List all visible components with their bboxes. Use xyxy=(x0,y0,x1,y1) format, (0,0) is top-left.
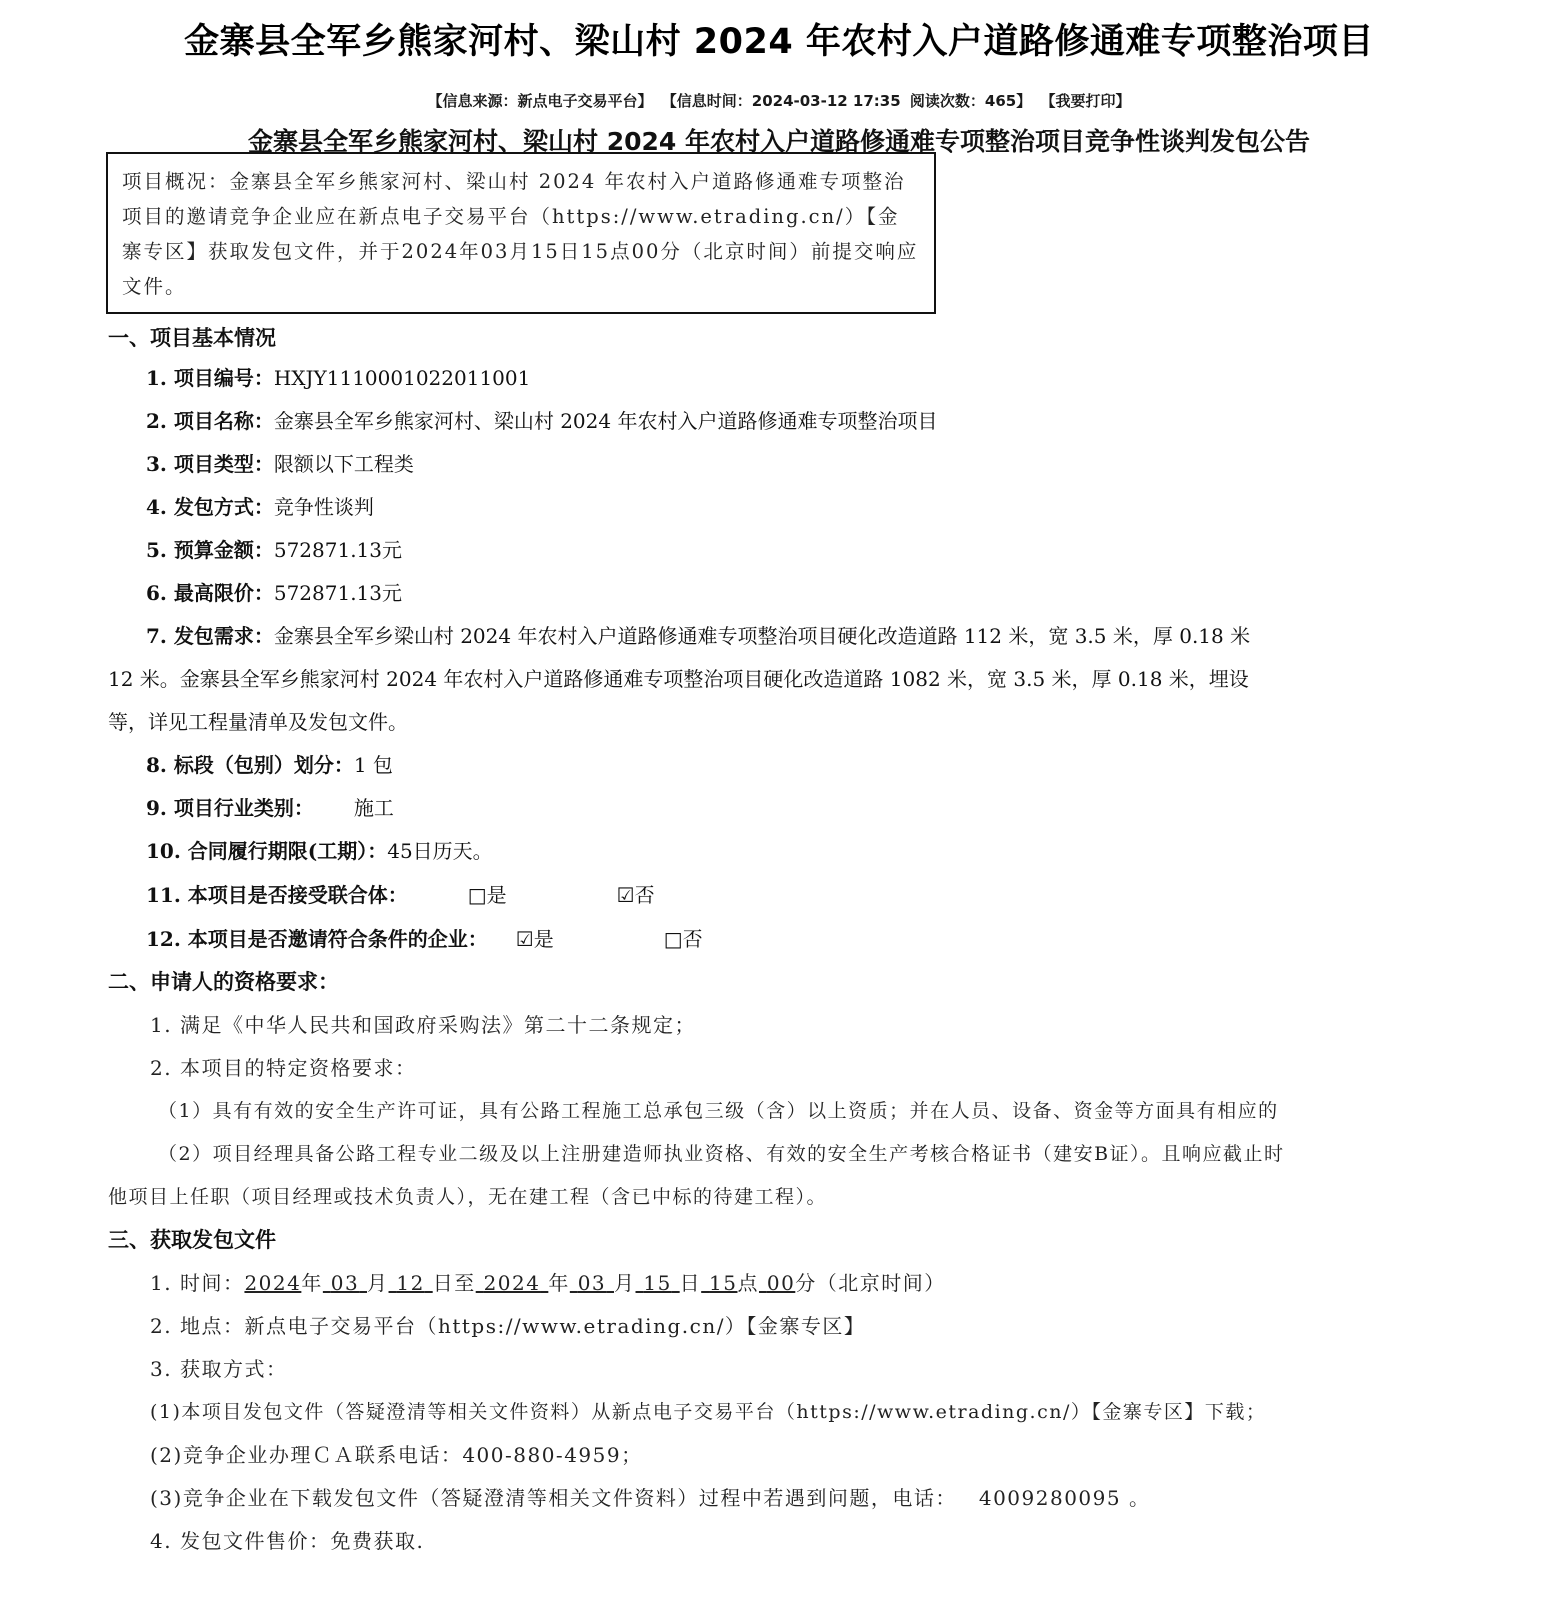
obtain-method-end: 。 xyxy=(1128,1486,1151,1510)
item-value: 施工 xyxy=(353,796,394,820)
qualification-line: 2. 本项目的特定资格要求： xyxy=(150,1056,417,1080)
page-title: 金寨县全军乡熊家河村、梁山村 2024 年农村入户道路修通难专项整治项目 xyxy=(184,22,1374,62)
end-month-value: 03 xyxy=(577,1271,607,1295)
obtain-time-label: 1. 时间： xyxy=(150,1271,245,1295)
unit-day: 日 xyxy=(679,1271,702,1295)
list-item xyxy=(146,751,393,779)
consortium-yes-checkbox: □是 xyxy=(467,883,507,907)
item-value: 金寨县全军乡梁山村 2024 年农村入户道路修通难专项整治项目硬化改造道路 112 米，宽 3.5 米，厚 0.18 米 xyxy=(273,624,1251,648)
list-item xyxy=(146,493,374,521)
obtain-method-label: 3. 获取方式： xyxy=(150,1357,288,1381)
unit-month: 月 xyxy=(367,1271,389,1295)
list-item-demand xyxy=(146,622,1250,650)
info-reads: 阅读次数：465】 xyxy=(909,92,1032,110)
list-item xyxy=(146,450,414,478)
item-label: 2. 项目名称： xyxy=(146,409,274,433)
item-value: 572871.13元 xyxy=(273,538,402,562)
doc-price-line: 4. 发包文件售价：免费获取. xyxy=(150,1529,425,1553)
notice-subtitle: 金寨县全军乡熊家河村、梁山村 2024 年农村入户道路修通难专项整治项目竞争性谈判发包公告 xyxy=(248,127,1310,156)
qualification-line: （1）具有有效的安全生产许可证，具有公路工程施工总承包三级（含）以上资质；并在人员、设备、资金等方面具有相应的 xyxy=(158,1100,1279,1122)
section-heading-obtain-docs: 三、获取发包文件 xyxy=(108,1228,276,1252)
item-label: 9. 项目行业类别： xyxy=(146,796,314,820)
end-month xyxy=(570,1271,614,1295)
demand-continuation-line: 等，详见工程量清单及发包文件。 xyxy=(108,710,408,734)
end-day-value: 15 xyxy=(643,1271,672,1295)
obtain-method-line xyxy=(150,1484,1150,1512)
list-item xyxy=(146,364,530,392)
qualification-line: 1. 满足《中华人民共和国政府采购法》第二十二条规定； xyxy=(150,1013,696,1037)
consortium-no-checkbox: ☑否 xyxy=(616,883,655,907)
demand-continuation-line: 12 米。金寨县全军乡熊家河村 2024 年农村入户道路修通难专项整治项目硬化改造道路 1082 米，宽 3.5 米，厚 0.18 米，埋设 xyxy=(108,667,1249,691)
item-label: 8. 标段（包别）划分： xyxy=(146,753,354,777)
end-day xyxy=(636,1271,680,1295)
start-day-value: 12 xyxy=(396,1271,425,1295)
obtain-place-line: 2. 地点：新点电子交易平台（https://www.etrading.cn/）【金寨专区】 xyxy=(150,1314,866,1338)
list-item-invite xyxy=(146,925,703,953)
obtain-method-line: (2)竞争企业办理ＣＡ联系电话：400-880-4959； xyxy=(150,1443,643,1467)
section-heading-qualification: 二、申请人的资格要求： xyxy=(108,970,339,994)
info-source: 【信息来源：新点电子交易平台】 xyxy=(427,92,653,110)
item-value: 金寨县全军乡熊家河村、梁山村 2024 年农村入户道路修通难专项整治项目 xyxy=(273,409,938,433)
list-item xyxy=(146,536,402,564)
info-meta-bar xyxy=(0,90,1558,111)
support-phone: 4009280095 xyxy=(978,1486,1122,1510)
obtain-method-line: (1)本项目发包文件（答疑澄清等相关文件资料）从新点电子交易平台（https://www.etrading.cn/）【金寨专区】下载； xyxy=(150,1401,1267,1423)
list-item xyxy=(146,579,402,607)
obtain-time-line xyxy=(150,1269,946,1297)
unit-year: 年 xyxy=(301,1271,323,1295)
end-year-value: 2024 xyxy=(483,1271,541,1295)
end-minute-value: 00 xyxy=(766,1271,796,1295)
unit-minute-tz: 分（北京时间） xyxy=(795,1271,946,1295)
end-hour xyxy=(701,1271,737,1295)
start-month-value: 03 xyxy=(330,1271,360,1295)
item-label: 6. 最高限价： xyxy=(146,581,274,605)
list-item xyxy=(146,407,937,435)
item-label: 1. 项目编号： xyxy=(146,366,274,390)
start-year: 2024 xyxy=(244,1271,302,1295)
qualification-line: （2）项目经理具备公路工程专业二级及以上注册建造师执业资格、有效的安全生产考核合格证书（建安B证）。且响应截止时 xyxy=(158,1143,1285,1165)
print-link[interactable]: 【我要打印】 xyxy=(1040,92,1131,110)
item-label: 11. 本项目是否接受联合体： xyxy=(146,883,408,907)
list-item-consortium xyxy=(146,881,655,909)
obtain-method-text: (3)竞争企业在下载发包文件（答疑澄清等相关文件资料）过程中若遇到问题，电话： xyxy=(150,1486,957,1510)
item-label: 12. 本项目是否邀请符合条件的企业： xyxy=(146,927,488,951)
item-label: 3. 项目类型： xyxy=(146,452,274,476)
list-item xyxy=(146,837,493,865)
item-label: 10. 合同履行期限(工期）： xyxy=(146,839,388,863)
item-label: 4. 发包方式： xyxy=(146,495,274,519)
unit-day-to: 日至 xyxy=(432,1271,476,1295)
end-minute xyxy=(759,1271,795,1295)
info-time: 【信息时间：2024-03-12 17:35 xyxy=(661,92,901,110)
item-value: 45日历天。 xyxy=(387,839,493,863)
section-heading-basic-info: 一、项目基本情况 xyxy=(108,326,276,350)
unit-hour: 点 xyxy=(737,1271,759,1295)
item-value: 竞争性谈判 xyxy=(273,495,374,519)
end-year xyxy=(476,1271,549,1295)
start-day xyxy=(389,1271,433,1295)
item-value: HXJY1110001022011001 xyxy=(273,366,531,390)
item-value: 限额以下工程类 xyxy=(273,452,414,476)
item-label: 7. 发包需求： xyxy=(146,624,274,648)
item-value: 1 包 xyxy=(353,753,393,777)
project-summary-box xyxy=(106,152,936,314)
unit-month: 月 xyxy=(614,1271,636,1295)
start-month xyxy=(323,1271,367,1295)
invite-yes-checkbox: ☑是 xyxy=(515,927,554,951)
list-item xyxy=(146,794,394,822)
unit-year: 年 xyxy=(548,1271,570,1295)
item-label: 5. 预算金额： xyxy=(146,538,274,562)
invite-no-checkbox: □否 xyxy=(663,927,703,951)
project-summary-text: 项目概况：金寨县全军乡熊家河村、梁山村 2024 年农村入户道路修通难专项整治项目的邀请竞争企业应在新点电子交易平台（https://www.etrading.cn/）【金寨专区】获取发包文件，并于2024年03月15日15点00分（北京时间）前提交响应文件。 xyxy=(122,170,919,298)
end-hour-value: 15 xyxy=(709,1271,738,1295)
qualification-line: 他项目上任职（项目经理或技术负责人），无在建工程（含已中标的待建工程）。 xyxy=(108,1186,828,1208)
item-value: 572871.13元 xyxy=(273,581,402,605)
